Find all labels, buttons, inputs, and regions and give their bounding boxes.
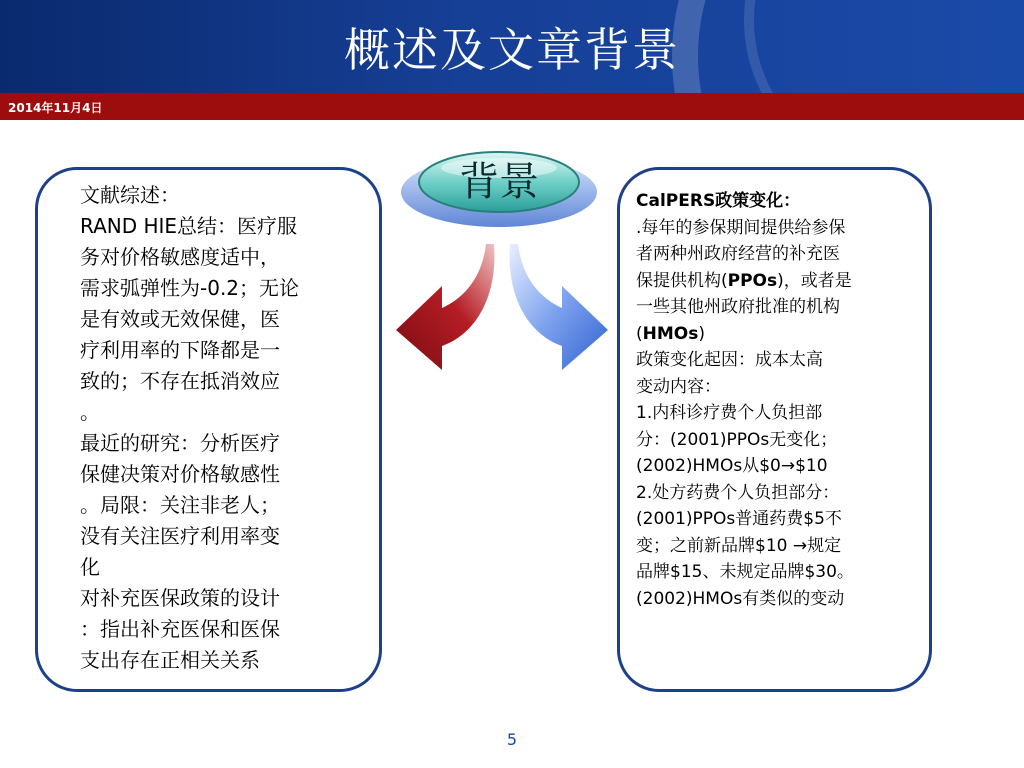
text-segment: )	[698, 323, 705, 344]
date-label: 2014年11月4日	[8, 101, 103, 115]
text-line: 文献综述：	[80, 183, 180, 207]
blue-curved-arrow	[500, 238, 610, 378]
panel-heading: CalPERS政策变化：	[636, 191, 801, 211]
ppos-term: PPOs	[727, 270, 778, 291]
red-curved-arrow	[394, 238, 504, 378]
text-line: ：指出补充医保和医保	[80, 617, 280, 641]
text-line: 2.处方药费个人负担部分：	[636, 482, 840, 503]
text-line: .每年的参保期间提供给参保	[636, 217, 846, 238]
page-number: 5	[506, 730, 518, 749]
text-line: 需求弧弹性为-0.2；无论	[80, 276, 300, 300]
text-line: 务对价格敏感度适中，	[80, 245, 280, 269]
text-line: 疗利用率的下降都是一	[80, 338, 280, 362]
text-line: 一些其他州政府批准的机构	[636, 297, 840, 317]
text-line: 政策变化起因：成本太高	[636, 350, 823, 370]
hmos-term: HMOs	[642, 323, 699, 344]
text-line: 对补充医保政策的设计	[80, 586, 280, 610]
text-line	[636, 321, 921, 348]
text-line: 化	[80, 555, 100, 579]
text-line: 最近的研究：分析医疗	[80, 431, 280, 455]
arrow-shape	[396, 244, 494, 370]
right-panel-text	[636, 188, 921, 612]
text-segment: 保提供机构(	[636, 270, 728, 291]
text-line: 保健决策对价格敏感性	[80, 462, 280, 486]
text-line	[636, 268, 921, 295]
text-line: 分：(2001)PPOs无变化；	[636, 429, 838, 450]
text-line: 。局限：关注非老人；	[80, 493, 280, 517]
text-segment: (	[636, 323, 643, 344]
left-panel-text	[80, 180, 365, 676]
text-line: (2002)HMOs有类似的变动	[636, 588, 845, 609]
text-line: 变；之前新品牌$10 →规定	[636, 535, 842, 556]
text-segment: )，或者是	[777, 270, 852, 291]
date-bar	[0, 93, 1024, 120]
text-line: 1.内科诊疗费个人负担部	[636, 403, 823, 423]
text-line: 变动内容：	[636, 376, 721, 397]
arrow-shape	[510, 244, 608, 370]
text-line: 是有效或无效保健，医	[80, 307, 280, 331]
page-title: 概述及文章背景	[344, 23, 680, 77]
text-line: 品牌$15、未规定品牌$30。	[636, 562, 854, 582]
text-line: 。	[80, 400, 100, 424]
text-line: 者两种州政府经营的补充医	[636, 244, 840, 264]
text-line: RAND HIE总结：医疗服	[80, 214, 298, 238]
text-line: (2002)HMOs从$0→$10	[636, 456, 828, 476]
text-line: 没有关注医疗利用率变	[80, 524, 280, 548]
text-line: 支出存在正相关关系	[80, 648, 260, 672]
text-line: 致的；不存在抵消效应	[80, 369, 280, 393]
badge-label: 背景	[459, 159, 539, 205]
text-line: (2001)PPOs普通药费$5不	[636, 509, 842, 529]
